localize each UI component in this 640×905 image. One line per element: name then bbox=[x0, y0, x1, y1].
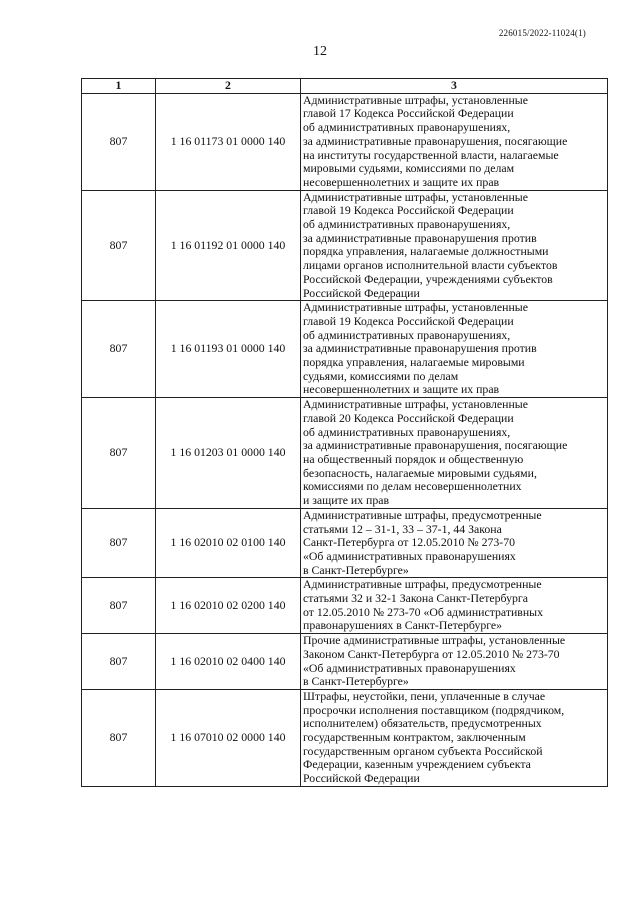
description-line: Штрафы, неустойки, пени, уплаченные в случае bbox=[303, 688, 546, 703]
table-row bbox=[82, 93, 608, 190]
description-line: Административные штрафы, установленные bbox=[303, 189, 528, 204]
description-line: Российской Федерации bbox=[303, 285, 420, 300]
description-line: Санкт-Петербурга от 12.05.2010 № 273-70 bbox=[303, 535, 516, 550]
description-line: за административные правонарушения, посягающие bbox=[303, 438, 568, 453]
description-line: порядка управления, налагаемые должностными bbox=[303, 244, 549, 259]
description-line: в Санкт-Петербурге» bbox=[303, 674, 409, 689]
description-line: порядка управления, налагаемые мировыми bbox=[303, 355, 525, 370]
budget-classification-code-cell: 1 16 01173 01 0000 140 bbox=[156, 93, 301, 190]
description-line: Административные штрафы, предусмотренные bbox=[303, 507, 542, 522]
description-line: безопасность, налагаемые мировыми судьями, bbox=[303, 465, 537, 480]
budget-classification-code-cell: 1 16 01192 01 0000 140 bbox=[156, 190, 301, 301]
description-line: Прочие административные штрафы, установленные bbox=[303, 633, 566, 648]
column-header-3: 3 bbox=[301, 79, 608, 94]
table-row bbox=[82, 508, 608, 578]
description-line: несовершеннолетних и защите их прав bbox=[303, 174, 500, 189]
admin-code-cell: 807 bbox=[82, 301, 156, 398]
description-line: главой 17 Кодекса Российской Федерации bbox=[303, 106, 514, 121]
description-line: мировыми судьями, комиссиями по делам bbox=[303, 161, 515, 176]
description-line: и защите их прав bbox=[303, 493, 390, 508]
description-line: Административные штрафы, установленные bbox=[303, 92, 528, 107]
budget-classification-code-cell: 1 16 07010 02 0000 140 bbox=[156, 689, 301, 786]
table-row bbox=[82, 398, 608, 509]
admin-code-cell: 807 bbox=[82, 190, 156, 301]
table-row bbox=[82, 578, 608, 634]
revenue-codes-table bbox=[81, 78, 608, 787]
revenue-description-cell bbox=[301, 578, 608, 634]
revenue-description-cell bbox=[301, 190, 608, 301]
description-line: «Об административных правонарушениях bbox=[303, 548, 516, 563]
description-line: статьями 12 – 31-1, 33 – 37-1, 44 Закона bbox=[303, 521, 502, 536]
revenue-description-cell bbox=[301, 398, 608, 509]
description-line: просрочки исполнения поставщиком (подрядчиком, bbox=[303, 702, 565, 717]
description-line: об административных правонарушениях, bbox=[303, 424, 511, 439]
admin-code-cell: 807 bbox=[82, 634, 156, 690]
description-line: комиссиями по делам несовершеннолетних bbox=[303, 479, 522, 494]
table-row bbox=[82, 301, 608, 398]
admin-code-cell: 807 bbox=[82, 508, 156, 578]
description-line: государственным контрактом, заключенным bbox=[303, 730, 526, 745]
description-line: Административные штрафы, предусмотренные bbox=[303, 577, 542, 592]
description-line: государственным органом субъекта Российской bbox=[303, 743, 543, 758]
description-line: Административные штрафы, установленные bbox=[303, 397, 528, 412]
table-row bbox=[82, 689, 608, 786]
revenue-description-cell bbox=[301, 508, 608, 578]
document-id: 226015/2022-11024(1) bbox=[498, 28, 586, 38]
description-line: «Об административных правонарушениях bbox=[303, 660, 516, 675]
description-line: за административные правонарушения против bbox=[303, 230, 537, 245]
revenue-description-cell bbox=[301, 301, 608, 398]
table-header-row bbox=[82, 79, 608, 94]
revenue-description-cell bbox=[301, 93, 608, 190]
admin-code-cell: 807 bbox=[82, 398, 156, 509]
column-header-1: 1 bbox=[82, 79, 156, 94]
admin-code-cell: 807 bbox=[82, 578, 156, 634]
budget-classification-code-cell: 1 16 02010 02 0400 140 bbox=[156, 634, 301, 690]
page-number: 12 bbox=[313, 44, 327, 59]
admin-code-cell: 807 bbox=[82, 93, 156, 190]
revenue-description-cell bbox=[301, 634, 608, 690]
table-row bbox=[82, 190, 608, 301]
description-line: Законом Санкт-Петербурга от 12.05.2010 № 273-70 bbox=[303, 646, 560, 661]
description-line: главой 20 Кодекса Российской Федерации bbox=[303, 410, 514, 425]
description-line: за административные правонарушения, посягающие bbox=[303, 133, 568, 148]
description-line: об административных правонарушениях, bbox=[303, 217, 511, 232]
description-line: Российской Федерации bbox=[303, 771, 420, 786]
description-line: Российской Федерации, учреждениями субъектов bbox=[303, 271, 553, 286]
description-line: лицами органов исполнительной власти субъектов bbox=[303, 258, 558, 273]
description-line: Административные штрафы, установленные bbox=[303, 300, 528, 315]
description-line: на институты государственной власти, налагаемые bbox=[303, 147, 559, 162]
table-row bbox=[82, 634, 608, 690]
description-line: судьями, комиссиями по делам bbox=[303, 368, 459, 383]
description-line: за административные правонарушения против bbox=[303, 341, 537, 356]
column-header-2: 2 bbox=[156, 79, 301, 94]
budget-classification-code-cell: 1 16 02010 02 0100 140 bbox=[156, 508, 301, 578]
description-line: от 12.05.2010 № 273-70 «Об административных bbox=[303, 604, 544, 619]
description-line: главой 19 Кодекса Российской Федерации bbox=[303, 313, 514, 328]
budget-classification-code-cell: 1 16 02010 02 0200 140 bbox=[156, 578, 301, 634]
description-line: на общественный порядок и общественную bbox=[303, 451, 524, 466]
revenue-description-cell bbox=[301, 689, 608, 786]
description-line: Федерации, казенным учреждением субъекта bbox=[303, 757, 531, 772]
admin-code-cell: 807 bbox=[82, 689, 156, 786]
budget-classification-code-cell: 1 16 01203 01 0000 140 bbox=[156, 398, 301, 509]
table-body bbox=[82, 93, 608, 786]
description-line: правонарушениях в Санкт-Петербурге» bbox=[303, 618, 503, 633]
description-line: исполнителем) обязательств, предусмотренных bbox=[303, 716, 542, 731]
description-line: об административных правонарушениях, bbox=[303, 327, 511, 342]
budget-classification-code-cell: 1 16 01193 01 0000 140 bbox=[156, 301, 301, 398]
description-line: главой 19 Кодекса Российской Федерации bbox=[303, 203, 514, 218]
description-line: статьями 32 и 32-1 Закона Санкт-Петербурга bbox=[303, 591, 528, 606]
description-line: в Санкт-Петербурге» bbox=[303, 562, 409, 577]
description-line: об административных правонарушениях, bbox=[303, 120, 511, 135]
description-line: несовершеннолетних и защите их прав bbox=[303, 382, 500, 397]
